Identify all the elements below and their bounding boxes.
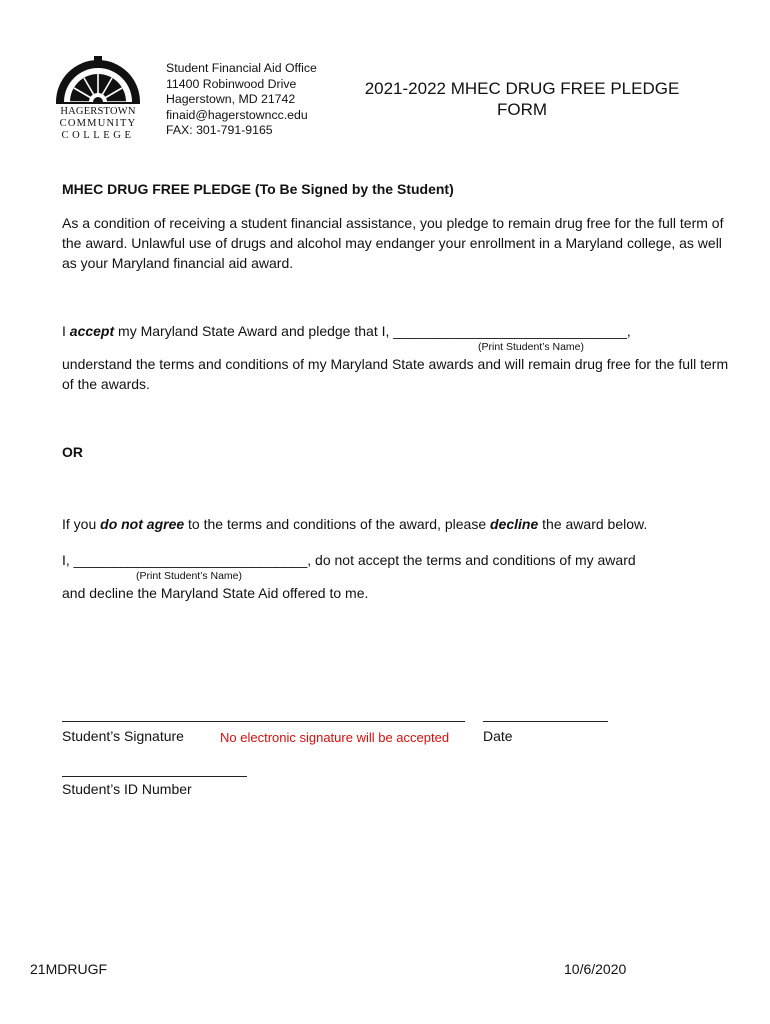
decline-statement: I, ______________________________, do not accept the terms and conditions of my award [62,552,636,568]
revision-date: 10/6/2020 [564,961,627,977]
decline-continuation: and decline the Maryland State Aid offered to me. [62,585,369,601]
accept-middle: my Maryland State Award and pledge that I, ______________________________, [114,323,631,339]
student-id-label: Student’s ID Number [62,781,192,797]
form-title-line2: FORM [496,100,548,119]
form-code: 21MDRUGF [30,961,108,977]
college-logo [52,56,144,146]
logo-word-college: COLLEGE [61,130,135,141]
accept-continuation: understand the terms and conditions of my Maryland State awards and will remain drug free for the full term of the awards. [62,356,729,392]
decline-emphasis-1: do not agree [100,516,185,532]
office-email: finaid@hagerstowncc.edu [166,107,308,122]
office-name: Student Financial Aid Office [166,61,317,75]
signature-line[interactable] [62,721,465,722]
electronic-signature-warning: No electronic signature will be accepted [220,730,450,745]
student-id-line[interactable] [62,776,247,777]
pledge-heading: MHEC DRUG FREE PLEDGE (To Be Signed by the Student) [62,181,454,197]
decline-p3: the award below. [538,516,648,532]
form-title [340,78,704,120]
signature-label: Student’s Signature [62,728,184,744]
intro-paragraph: As a condition of receiving a student financial assistance, you pledge to remain drug free for the full term of the award. Unlawful use of drugs and alcohol may endanger your enrollment in a Maryland college, as well as your Maryland financial aid award. [62,215,724,271]
fanlight-window-icon [52,56,144,104]
form-title-line1: 2021-2022 MHEC DRUG FREE PLEDGE [364,79,680,98]
office-address [166,61,317,139]
office-fax: FAX: 301-791-9165 [166,123,273,137]
decline-p1: If you [62,516,101,532]
date-label: Date [483,728,513,744]
date-line[interactable] [483,721,608,722]
decline-instruction [62,516,647,532]
office-city: Hagerstown, MD 21742 [166,92,296,106]
office-street: 11400 Robinwood Drive [166,76,297,91]
decline-name-caption: (Print Student’s Name) [136,570,243,582]
accept-name-caption: (Print Student’s Name) [478,341,585,353]
logo-word-community: COMMUNITY [59,118,137,129]
accept-emphasis: accept [69,323,115,339]
logo-word-hagerstown: HAGERSTOWN [60,106,136,117]
accept-prefix: I [62,323,70,339]
decline-emphasis-2: decline [490,516,539,532]
or-separator: OR [62,444,83,460]
accept-statement [62,323,631,339]
decline-p2: to the terms and conditions of the award, please [184,516,491,532]
